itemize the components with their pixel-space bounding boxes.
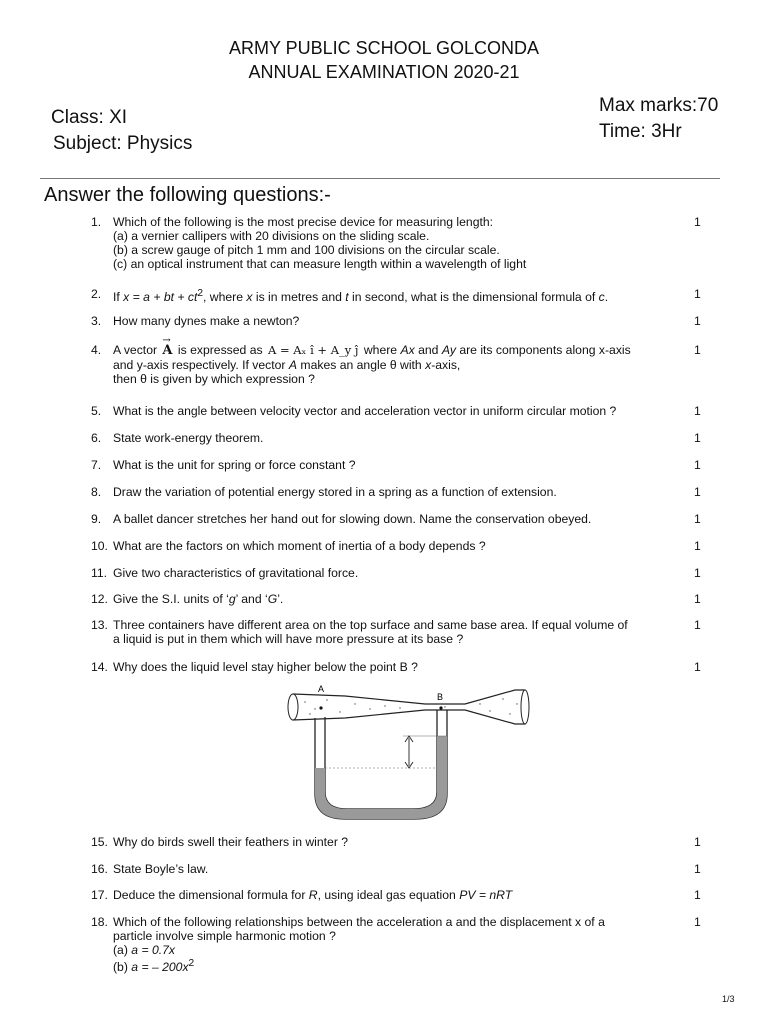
- point-a-label: A: [318, 684, 325, 694]
- option-a-label: (a): [113, 943, 132, 957]
- question-7: [91, 458, 711, 472]
- question-number: 6.: [91, 431, 102, 445]
- question-number: 8.: [91, 485, 102, 499]
- question-number: 4.: [91, 343, 102, 357]
- var-ax: Ax: [400, 343, 415, 357]
- question-mark: 1: [694, 566, 701, 580]
- text: If: [113, 290, 124, 305]
- question-mark: 1: [694, 485, 701, 499]
- text: where: [363, 343, 398, 357]
- option-b: a = – 200x: [131, 960, 189, 975]
- question-3: [91, 314, 711, 328]
- text: Deduce the dimensional formula for: [113, 888, 309, 902]
- text: , where: [203, 290, 247, 305]
- text: makes an angle θ with: [300, 358, 422, 372]
- question-mark: 1: [694, 458, 701, 472]
- var-g: g: [228, 592, 236, 606]
- u-tube-inner: [325, 710, 437, 809]
- equation: = a + bt + ct: [129, 290, 198, 305]
- text: and y-axis respectively. If vector: [113, 358, 286, 372]
- question-text: Why does the liquid level stay higher below the point B ?: [113, 660, 418, 674]
- question-1: [91, 215, 711, 271]
- max-marks: Max marks:70: [599, 95, 719, 116]
- text: is expressed as: [177, 343, 263, 357]
- question-mark: 1: [694, 618, 701, 632]
- text: .: [604, 290, 609, 305]
- subject-label: Subject: Physics: [53, 133, 193, 154]
- question-8: [91, 485, 711, 499]
- question-number: 2.: [91, 287, 102, 301]
- vector-a-symbol: → A: [162, 344, 172, 358]
- option-b-label: (b): [113, 960, 132, 975]
- var-ay: Ay: [441, 343, 456, 357]
- question-11: [91, 566, 711, 580]
- option-b: (b) a screw gauge of pitch 1 mm and 100 divisions on the circular scale.: [113, 243, 500, 257]
- question-mark: 1: [694, 835, 701, 849]
- question-text: Give two characteristics of gravitational force.: [113, 566, 359, 580]
- question-number: 9.: [91, 512, 102, 526]
- horizontal-tube: [293, 690, 525, 724]
- var-x: x: [425, 358, 432, 372]
- instruction: Answer the following questions:-: [44, 184, 331, 206]
- question-number: 3.: [91, 314, 102, 328]
- question-number: 17.: [91, 888, 108, 902]
- var-big-g: G: [267, 592, 278, 606]
- question-17: [91, 888, 711, 902]
- option-c: (c) an optical instrument that can measure length within a wavelength of light: [113, 257, 527, 271]
- question-18: [91, 915, 711, 974]
- time-label: Time: 3Hr: [599, 121, 682, 142]
- question-text-2: a liquid is put in them which will have more pressure at its base ?: [113, 632, 464, 646]
- question-9: [91, 512, 711, 526]
- var-x: x: [123, 290, 130, 305]
- question-15: [91, 835, 711, 849]
- question-number: 7.: [91, 458, 102, 472]
- var-r: R: [308, 888, 318, 902]
- question-text: What is the angle between velocity vector and acceleration vector in uniform circular motion ?: [113, 404, 617, 418]
- question-2: [91, 287, 711, 304]
- question-mark: 1: [694, 888, 701, 902]
- question-mark: 1: [694, 512, 701, 526]
- text: in second, what is the dimensional formula of: [348, 290, 599, 305]
- question-mark: 1: [694, 314, 701, 328]
- question-12: [91, 592, 711, 606]
- question-number: 11.: [91, 566, 108, 580]
- text: A vector: [113, 343, 158, 357]
- question-14: [91, 660, 711, 674]
- point-a-dot: [319, 706, 322, 709]
- class-label: Class: XI: [51, 107, 128, 128]
- question-13: [91, 618, 711, 646]
- school-name: ARMY PUBLIC SCHOOL GOLCONDA: [228, 38, 540, 58]
- exam-title: ANNUAL EXAMINATION 2020-21: [248, 62, 520, 82]
- question-mark: 1: [694, 431, 701, 445]
- point-b-label: B: [437, 692, 444, 702]
- question-4: [91, 343, 711, 386]
- question-text: Which of the following relationships between the acceleration a and the displacement x of a: [113, 915, 605, 929]
- text: , using ideal gas equation: [317, 888, 460, 902]
- question-mark: 1: [694, 404, 701, 418]
- question-mark: 1: [694, 592, 701, 606]
- text: are its components along x-axis: [459, 343, 631, 357]
- superscript: 2: [188, 958, 195, 969]
- question-text: What is the unit for spring or force constant ?: [113, 458, 356, 472]
- var-t: t: [345, 290, 349, 305]
- vector-equation: A = Aₓ î + A_y ĵ: [267, 343, 359, 357]
- question-number: 18.: [91, 915, 108, 929]
- question-number: 10.: [91, 539, 108, 553]
- question-10: [91, 539, 711, 553]
- text: is in metres and: [252, 290, 346, 305]
- question-number: 12.: [91, 592, 108, 606]
- question-16: [91, 862, 711, 876]
- question-text: A ballet dancer stretches her hand out for slowing down. Name the conservation obeyed.: [113, 512, 592, 526]
- tube-left-end: [288, 694, 298, 720]
- question-number: 15.: [91, 835, 108, 849]
- text: Give the S.I. units of ‘: [113, 592, 229, 606]
- var-c: c: [598, 290, 605, 305]
- option-a: (a) a vernier callipers with 20 divisions on the sliding scale.: [113, 229, 430, 243]
- question-mark: 1: [694, 862, 701, 876]
- question-text: Why do birds swell their feathers in winter ?: [113, 835, 349, 849]
- text: ’ and ‘: [235, 592, 268, 606]
- question-mark: 1: [694, 915, 701, 929]
- question-mark: 1: [694, 343, 701, 357]
- superscript: 2: [197, 288, 204, 299]
- text: and: [418, 343, 439, 357]
- header-divider: [40, 178, 720, 179]
- point-b-dot: [439, 706, 442, 709]
- question-text: Draw the variation of potential energy stored in a spring as a function of extension.: [113, 485, 557, 499]
- question-number: 5.: [91, 404, 102, 418]
- question-number: 13.: [91, 618, 108, 632]
- question-mark: 1: [694, 287, 701, 301]
- question-mark: 1: [694, 539, 701, 553]
- text: -axis,: [431, 358, 461, 372]
- question-text: State Boyle’s law.: [113, 862, 209, 876]
- question-text: How many dynes make a newton?: [113, 314, 300, 328]
- question-mark: 1: [694, 215, 701, 229]
- question-6: [91, 431, 711, 445]
- var-a: A: [288, 358, 298, 372]
- question-number: 14.: [91, 660, 108, 674]
- question-text-2: particle involve simple harmonic motion ?: [113, 929, 336, 943]
- question-text: Three containers have different area on the top surface and same base area. If equal volume of: [113, 618, 628, 632]
- ideal-gas-equation: PV = nRT: [459, 888, 513, 902]
- question-text: Which of the following is the most precise device for measuring length:: [113, 215, 494, 229]
- question-number: 1.: [91, 215, 102, 229]
- question-text: State work-energy theorem.: [113, 431, 264, 445]
- tube-right-end: [521, 690, 529, 724]
- question-5: [91, 404, 711, 418]
- question-mark: 1: [694, 660, 701, 674]
- question-text: What are the factors on which moment of inertia of a body depends ?: [113, 539, 486, 553]
- venturi-tube-figure: [285, 684, 545, 824]
- text: then θ is given by which expression ?: [113, 372, 315, 386]
- option-a: a = 0.7x: [131, 943, 175, 957]
- page-number: 1/3: [722, 994, 735, 1004]
- text: ’.: [277, 592, 284, 606]
- question-number: 16.: [91, 862, 108, 876]
- u-tube-outer: [315, 710, 447, 819]
- var-x: x: [246, 290, 253, 305]
